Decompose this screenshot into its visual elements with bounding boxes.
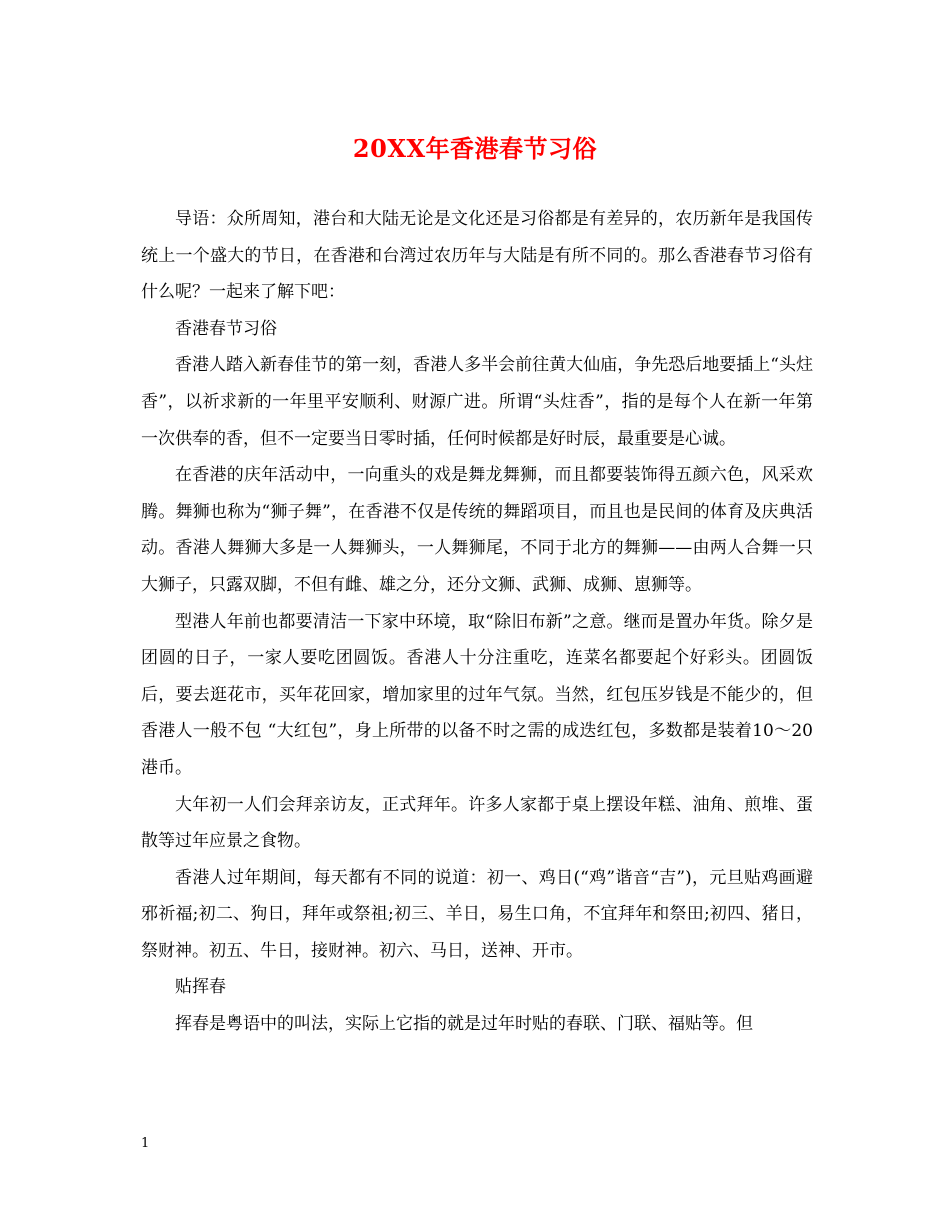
intro-paragraph: 导语：众所周知，港台和大陆无论是文化还是习俗都是有差异的，农历新年是我国传统上一个盛大的节日，在香港和台湾过农历年与大陆是有所不同的。那么香港春节习俗有什么呢？一起来了解下吧： xyxy=(141,209,813,303)
document-title: 20XX年香港春节习俗 xyxy=(352,134,598,163)
paragraph-new-year-preparation: 型港人年前也都要清洁一下家中环境，取“除旧布新”之意。继而是置办年货。除夕是团圆的日子，一家人要吃团圆饭。香港人十分注重吃，连菜名都要起个好彩头。团圆饭后，要去逛花市，买年花回家，增加家里的过年气氛。当然，红包压岁钱是不能少的，但香港人一般不包 “大红包”，身上所带的以备不时之需的成迭红包，多数都是装着10～20港币。 xyxy=(141,611,813,778)
paragraph-new-year-visits: 大年初一人们会拜亲访友，正式拜年。许多人家都于桌上摆设年糕、油角、煎堆、蛋散等过年应景之食物。 xyxy=(141,794,813,852)
document-body xyxy=(141,201,813,1043)
page-number: 1 xyxy=(141,1136,150,1151)
paragraph-first-incense: 香港人踏入新春佳节的第一刻，香港人多半会前往黄大仙庙，争先恐后地要插上“头炷香”，以祈求新的一年里平安顺利、财源广进。所谓“头炷香”，指的是每个人在新一年第一次供奉的香，但不一定要当日零时插，任何时候都是好时辰，最重要是心诚。 xyxy=(141,355,813,449)
paragraph-fai-chun: 挥春是粤语中的叫法，实际上它指的就是过年时贴的春联、门联、福贴等。但 xyxy=(175,1014,753,1035)
section-heading-customs: 香港春节习俗 xyxy=(175,318,277,339)
paragraph-daily-customs: 香港人过年期间，每天都有不同的说道：初一、鸡日(“鸡”谐音“吉”)，元旦贴鸡画避邪祈福;初二、狗日，拜年或祭祖;初三、羊日，易生口角，不宜拜年和祭田;初四、猪日，祭财神。初五、牛日，接财神。初六、马日，送神、开市。 xyxy=(141,867,813,961)
paragraph-lion-dance: 在香港的庆年活动中，一向重头的戏是舞龙舞狮，而且都要装饰得五颜六色，风采欢腾。舞狮也称为“狮子舞”，在香港不仅是传统的舞蹈项目，而且也是民间的体育及庆典活动。香港人舞狮大多是一人舞狮头，一人舞狮尾，不同于北方的舞狮——由两人合舞一只大狮子，只露双脚，不但有雌、雄之分，还分文狮、武狮、成狮、崽狮等。 xyxy=(141,465,813,595)
section-heading-fai-chun: 贴挥春 xyxy=(175,977,226,998)
